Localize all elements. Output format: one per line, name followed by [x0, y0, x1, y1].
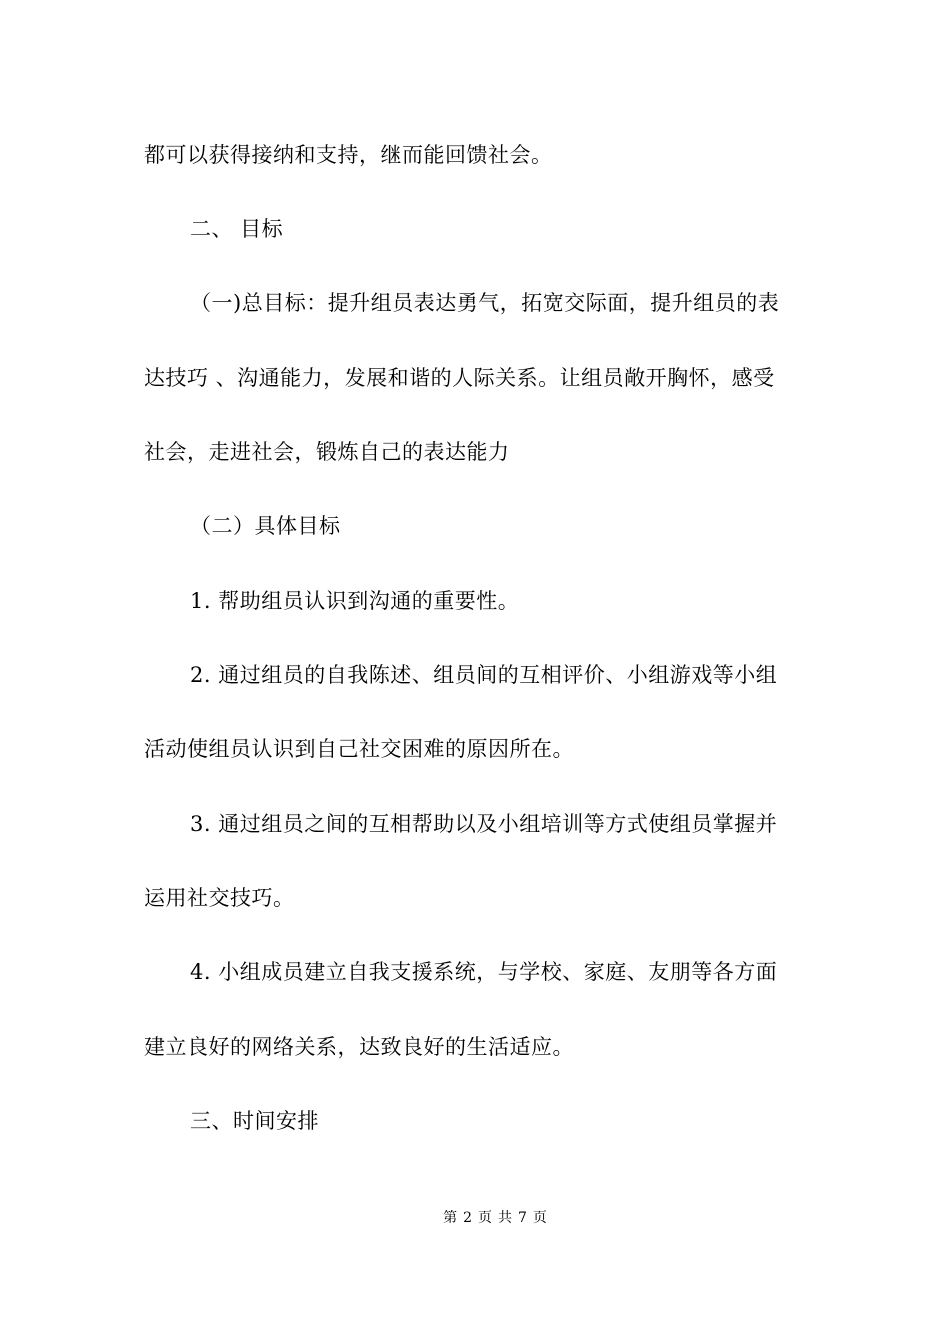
list-item: 2. 通过组员的自我陈述、组员间的互相评价、小组游戏等小组	[190, 663, 778, 687]
footer-total-word: 共	[498, 1210, 512, 1226]
paragraph-line: 达技巧 、沟通能力，发展和谐的人际关系。让组员敞开胸怀，感受	[144, 366, 775, 390]
subsection-heading: （二）具体目标	[190, 514, 341, 538]
footer-current-page: 2	[463, 1210, 472, 1226]
footer-prefix: 第	[443, 1210, 458, 1226]
footer-total-pages: 7	[518, 1210, 527, 1226]
section-heading-goals: 二、 目标	[190, 217, 284, 241]
paragraph-line: 社会，走进社会，锻炼自己的表达能力	[144, 440, 510, 464]
paragraph-line: 都可以获得接纳和支持，继而能回馈社会。	[144, 143, 553, 167]
footer-suffix: 页	[532, 1210, 547, 1226]
paragraph-line: （一)总目标：提升组员表达勇气，拓宽交际面，提升组员的表	[190, 291, 780, 315]
list-item: 1. 帮助组员认识到沟通的重要性。	[190, 589, 520, 613]
list-item: 3. 通过组员之间的互相帮助以及小组培训等方式使组员掌握并	[190, 812, 778, 836]
paragraph-line: 建立良好的网络关系，达致良好的生活适应。	[144, 1035, 574, 1059]
list-item: 4. 小组成员建立自我支援系统，与学校、家庭、友朋等各方面	[190, 960, 778, 984]
footer-page-word: 页	[478, 1210, 492, 1226]
paragraph-line: 运用社交技巧。	[144, 886, 295, 910]
page-footer	[0, 1208, 950, 1228]
section-heading-schedule: 三、时间安排	[190, 1109, 319, 1133]
paragraph-line: 活动使组员认识到自己社交困难的原因所在。	[144, 737, 574, 761]
